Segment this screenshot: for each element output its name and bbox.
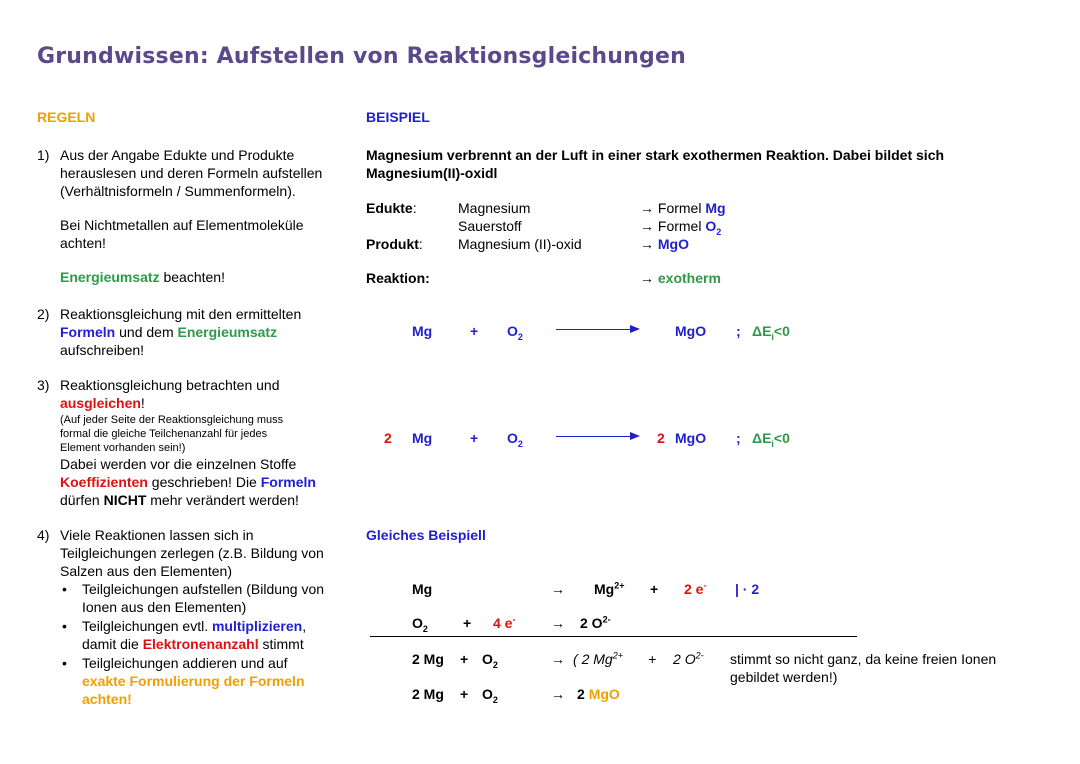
duerfen-b: mehr verändert werden! — [146, 492, 299, 508]
energy-term: Energieumsatz — [60, 269, 160, 285]
sum1-ions: ( 2 $Mg^{2+}$ — [573, 650, 623, 667]
eq2-mg: Mg — [412, 430, 433, 446]
energieumsatz-term: Energieumsatz — [177, 324, 278, 340]
peq2-o2: $O_2$ — [412, 615, 428, 634]
rule-4-number: 4) — [37, 527, 50, 543]
sum1-2mg: 2 Mg — [412, 651, 444, 667]
bullet-3-line-3: achten! — [82, 691, 132, 707]
elektronenanzahl-term: Elektronenanzahl — [142, 636, 259, 652]
rule-1-line-1: Aus der Angabe Edukte und Produkte — [60, 147, 295, 163]
eq2-coef-mgo: 2 — [657, 430, 665, 446]
eq1-semicolon: ; — [736, 323, 741, 339]
edukt-magnesium: Magnesium — [458, 200, 531, 216]
rule-3-note-line-2: formal die gleiche Teilchenanzahl für jedes — [60, 428, 268, 440]
arrow-icon: → — [640, 218, 654, 234]
eq1-mg: Mg — [412, 323, 433, 339]
sum1-plus: + — [460, 651, 469, 667]
sum2-o2: $O_2$ — [482, 686, 498, 705]
sum1-plus-2: + — [648, 651, 657, 667]
peq1-plus: + — [650, 581, 659, 597]
produkt-mgo-name: Magnesium (II)-oxid — [458, 236, 582, 252]
rule-2-number: 2) — [37, 306, 50, 322]
rule-2-line-1: Reaktionsgleichung mit den ermittelten — [60, 306, 302, 322]
eq2-arrow-head-icon — [630, 432, 640, 440]
bullet-2-line-1 — [82, 617, 306, 635]
formel-o2-line: → Formel $O_2$ — [640, 218, 722, 237]
sum1-o2: $O_2$ — [482, 651, 498, 670]
sum1-arrow-icon: → — [551, 651, 565, 667]
exclamation: ! — [140, 395, 145, 411]
rule-4-line-3: Salzen aus den Elementen) — [60, 563, 232, 579]
peq1-times2: | · 2 — [735, 581, 760, 597]
rule-1-line-3: (Verhältnisformeln / Summenformeln). — [60, 183, 296, 199]
rule-3-line-1: Reaktionsgleichung betrachten und — [60, 377, 280, 393]
rule-1-energy-line — [60, 268, 225, 286]
eq2-arrow-line — [556, 436, 630, 437]
rule-1-nonmetal-line-2: achten! — [60, 235, 106, 251]
formula-mg: Mg — [705, 200, 726, 216]
rule-3-note-line-1: (Auf jeder Seite der Reaktionsgleichung muss — [60, 414, 284, 426]
sum2-plus: + — [460, 686, 469, 702]
rule-4-line-2: Teilgleichungen zerlegen (z.B. Bildung von — [60, 545, 324, 561]
rule-1-number: 1) — [37, 147, 50, 163]
sum2-result: 2 MgO — [577, 686, 620, 702]
bullet-3-line-1: Teilgleichungen addieren und auf — [82, 655, 288, 671]
result-mgo: MgO — [588, 686, 620, 702]
page-title: Grundwissen: Aufstellen von Reaktionsgleichungen — [37, 44, 686, 69]
nicht-term: NICHT — [103, 492, 147, 508]
rule-1-line-2: herauslesen und deren Formeln aufstellen — [60, 165, 323, 181]
rule-3-number: 3) — [37, 377, 50, 393]
sum1-note-line-1: stimmt so nicht ganz, da keine freien Ionen — [730, 651, 997, 667]
separator-line — [370, 636, 857, 637]
peq1-2e: 2 e- — [684, 580, 707, 597]
edukt-sauerstoff: Sauerstoff — [458, 218, 522, 234]
rule-1-nonmetal-line-1: Bei Nichtmetallen auf Elementmoleküle — [60, 217, 304, 233]
eq2-plus: + — [470, 430, 479, 446]
same-example-header: Gleiches Beispiell — [366, 527, 486, 543]
rule-3-koeff-line — [60, 473, 316, 491]
reaktion-exotherm: → exotherm — [640, 270, 721, 286]
eq1-arrow-line — [556, 329, 630, 330]
example-header: BEISPIEL — [366, 109, 430, 125]
peq1-mg2plus: $Mg^{2+}$ — [594, 580, 625, 597]
eq1-arrow-head-icon — [630, 325, 640, 333]
bullet-dot-2: • — [62, 618, 67, 634]
energy-rest: beachten! — [159, 269, 225, 285]
peq2-4e: 4 e- — [493, 614, 516, 631]
bullet-1-line-1: Teilgleichungen aufstellen (Bildung von — [82, 581, 325, 597]
formeln-term-2: Formeln — [260, 474, 316, 490]
peq1-arrow-icon: → — [551, 581, 565, 597]
sum1-2o2minus: 2 $O^{2-}$ — [673, 650, 704, 667]
rule-3-duerfen-line — [60, 491, 299, 509]
eq2-mgo: MgO — [675, 430, 707, 446]
b2-b: , — [302, 618, 307, 634]
example-intro-line-1: Magnesium verbrennt an der Luft in einer stark exothermen Reaktion. Dabei bildet sich — [366, 147, 945, 163]
rules-header: REGELN — [37, 109, 96, 125]
eq1-o2: $O_2$ — [507, 323, 523, 342]
formel-mgo-line — [640, 235, 689, 253]
eq2-coef-mg: 2 — [384, 430, 392, 446]
koeffizienten-term: Koeffizienten — [60, 474, 148, 490]
reaktion-label: Reaktion: — [366, 270, 430, 286]
example-intro-line-2: Magnesium(II)-oxidl — [366, 165, 498, 181]
rule-3-dabei-line: Dabei werden vor die einzelnen Stoffe — [60, 456, 297, 472]
bullet-dot-1: • — [62, 581, 67, 597]
geschrieben-text: geschrieben! Die — [147, 474, 261, 490]
formel-mg-line: → Formel Mg — [640, 200, 726, 216]
arrow-icon: → — [640, 200, 654, 216]
sum2-arrow-icon: → — [551, 686, 565, 702]
bullet-1-line-2: Ionen aus den Elementen) — [82, 599, 247, 615]
eq2-delta-e: $\Delta E_i<0$ — [752, 430, 790, 449]
rule-3-note-line-3: Element vorhanden sein!) — [60, 442, 186, 454]
bullet-dot-3: • — [62, 655, 67, 671]
multiplizieren-term: multiplizieren — [211, 618, 303, 634]
produkt-label: Produkt: — [366, 236, 423, 252]
duerfen-a: dürfen — [60, 492, 104, 508]
eq1-delta-e: $\Delta E_i<0$ — [752, 323, 790, 342]
rule-2-line-2 — [60, 323, 277, 341]
arrow-icon: → — [640, 236, 654, 252]
eq1-plus: + — [470, 323, 479, 339]
formula-mgo: MgO — [657, 236, 689, 252]
peq2-arrow-icon: → — [551, 615, 565, 631]
eq2-o2: $O_2$ — [507, 430, 523, 449]
und-dem: und dem — [115, 324, 178, 340]
peq2-2o2minus: 2 $O^{2-}$ — [580, 614, 611, 631]
peq1-mg: Mg — [412, 581, 433, 597]
rule-4-line-1: Viele Reaktionen lassen sich in — [60, 527, 254, 543]
sum2-2mg: 2 Mg — [412, 686, 444, 702]
bullet-2-line-2 — [82, 635, 304, 653]
sum1-note-line-2: gebildet werden!) — [730, 669, 838, 685]
bullet-3-line-2: exakte Formulierung der Formeln — [82, 673, 305, 689]
eq2-semicolon: ; — [736, 430, 741, 446]
formeln-term: Formeln — [60, 324, 116, 340]
b2-a: Teilgleichungen evtl. — [82, 618, 212, 634]
b2-c: damit die — [82, 636, 143, 652]
b2-d: stimmt — [258, 636, 304, 652]
rule-3-line-2 — [60, 394, 145, 412]
peq2-plus: + — [463, 615, 472, 631]
ausgleichen-term: ausgleichen — [60, 395, 141, 411]
rule-2-line-3: aufschreiben! — [60, 342, 145, 358]
arrow-icon: → — [640, 270, 654, 286]
formula-o2: $O_2$ — [705, 218, 722, 237]
edukte-label: Edukte: — [366, 200, 417, 216]
eq1-mgo: MgO — [675, 323, 707, 339]
